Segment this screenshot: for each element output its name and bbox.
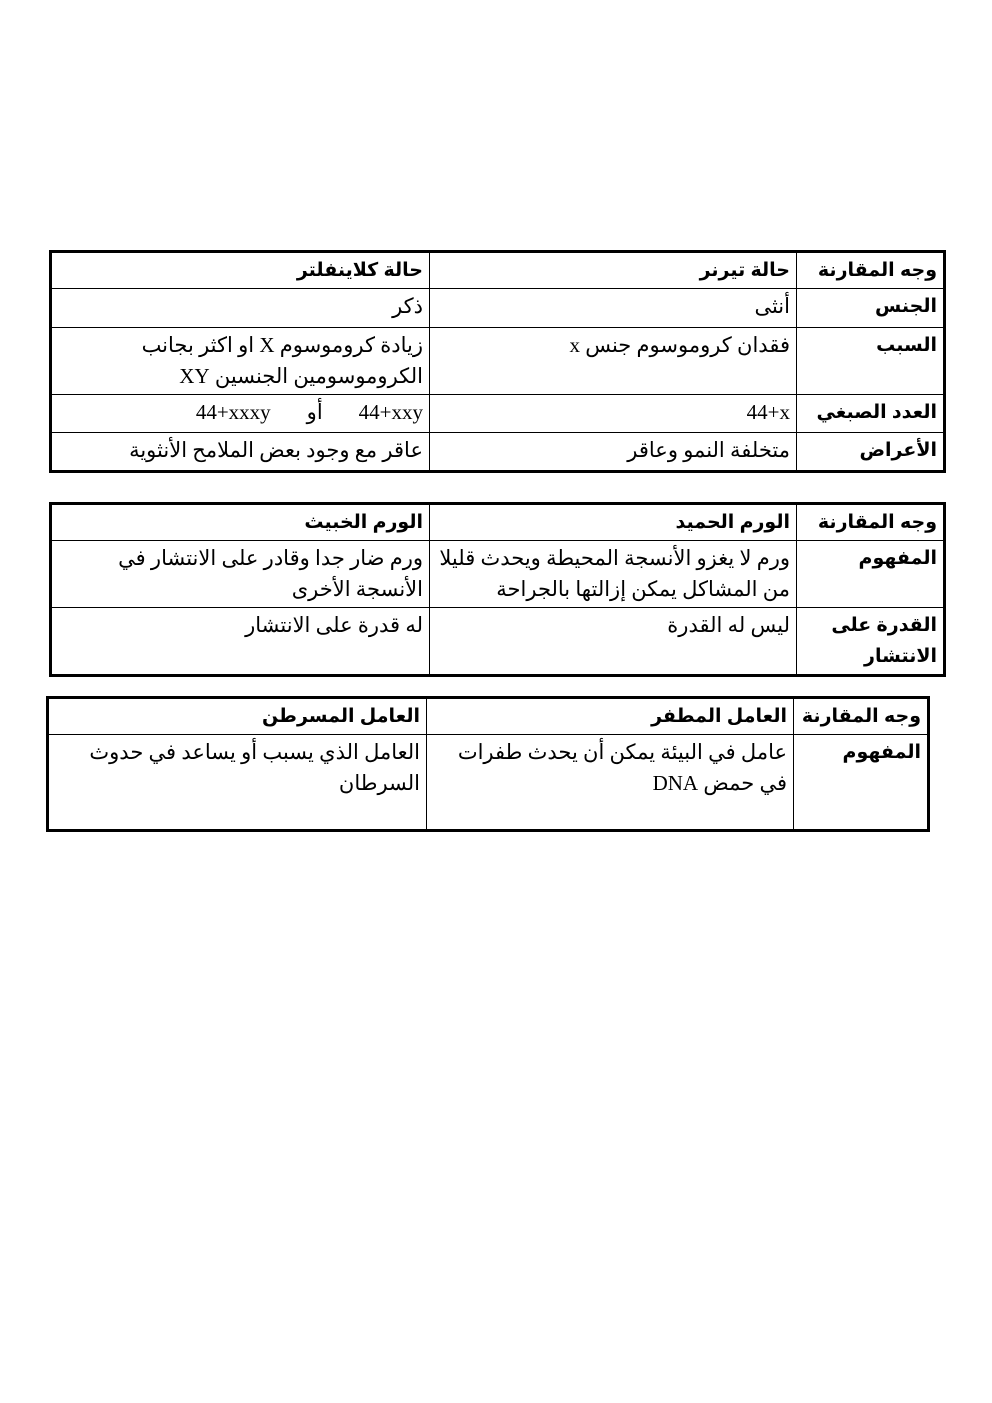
row-label-concept: المفهوم xyxy=(794,735,929,831)
table-row xyxy=(51,433,945,472)
header-klinefelter: حالة كلاينفلتر xyxy=(51,252,430,289)
klinefelter-chromosome-count xyxy=(51,395,430,433)
table-header-row xyxy=(51,504,945,541)
turner-symptoms: متخلفة النمو وعاقر xyxy=(430,433,797,472)
klinefelter-karyotype-a: 44+xxy xyxy=(358,400,423,424)
table-header-row xyxy=(48,698,929,735)
carcinogen-concept: العامل الذي يسبب أو يساعد في حدوث السرطان xyxy=(48,735,427,831)
header-mutagen: العامل المطفر xyxy=(427,698,794,735)
klinefelter-or: أو xyxy=(306,400,323,424)
header-benign-tumor: الورم الحميد xyxy=(430,504,797,541)
turner-chromosome-count xyxy=(430,395,797,433)
table-row xyxy=(51,395,945,433)
table-row xyxy=(48,735,929,831)
malignant-spread: له قدرة على الانتشار xyxy=(51,608,430,676)
table-row xyxy=(51,328,945,395)
mutagen-concept: عامل في البيئة يمكن أن يحدث طفرات في حمض DNA xyxy=(427,735,794,831)
header-turner: حالة تيرنر xyxy=(430,252,797,289)
header-comparison-aspect: وجه المقارنة xyxy=(794,698,929,735)
header-comparison-aspect: وجه المقارنة xyxy=(797,504,945,541)
klinefelter-karyotype-b: 44+xxxy xyxy=(195,400,271,424)
turner-karyotype: 44+x xyxy=(746,400,790,424)
row-label-symptoms: الأعراض xyxy=(797,433,945,472)
header-carcinogen: العامل المسرطن xyxy=(48,698,427,735)
benign-concept: ورم لا يغزو الأنسجة المحيطة ويحدث قليلا من المشاكل يمكن إزالتها بالجراحة xyxy=(430,541,797,608)
turner-cause: فقدان كروموسوم جنس x xyxy=(430,328,797,395)
mutagen-carcinogen-comparison-table xyxy=(46,696,930,832)
table-row xyxy=(51,608,945,676)
klinefelter-sex: ذكر xyxy=(51,289,430,328)
table-header-row xyxy=(51,252,945,289)
row-label-spread-ability: القدرة على الانتشار xyxy=(797,608,945,676)
klinefelter-symptoms: عاقر مع وجود بعض الملامح الأنثوية xyxy=(51,433,430,472)
tumor-comparison-table xyxy=(49,502,946,677)
klinefelter-cause: زيادة كروموسوم X او اكثر بجانب الكروموسومين الجنسين XY xyxy=(51,328,430,395)
table-row xyxy=(51,289,945,328)
row-label-sex: الجنس xyxy=(797,289,945,328)
malignant-concept: ورم ضار جدا وقادر على الانتشار في الأنسجة الأخرى xyxy=(51,541,430,608)
benign-spread: ليس له القدرة xyxy=(430,608,797,676)
table-row xyxy=(51,541,945,608)
row-label-cause: السبب xyxy=(797,328,945,395)
turner-sex: أنثى xyxy=(430,289,797,328)
turner-klinefelter-comparison-table xyxy=(49,250,946,473)
header-malignant-tumor: الورم الخبيث xyxy=(51,504,430,541)
header-comparison-aspect: وجه المقارنة xyxy=(797,252,945,289)
row-label-concept: المفهوم xyxy=(797,541,945,608)
row-label-chromosome-count: العدد الصبغي xyxy=(797,395,945,433)
